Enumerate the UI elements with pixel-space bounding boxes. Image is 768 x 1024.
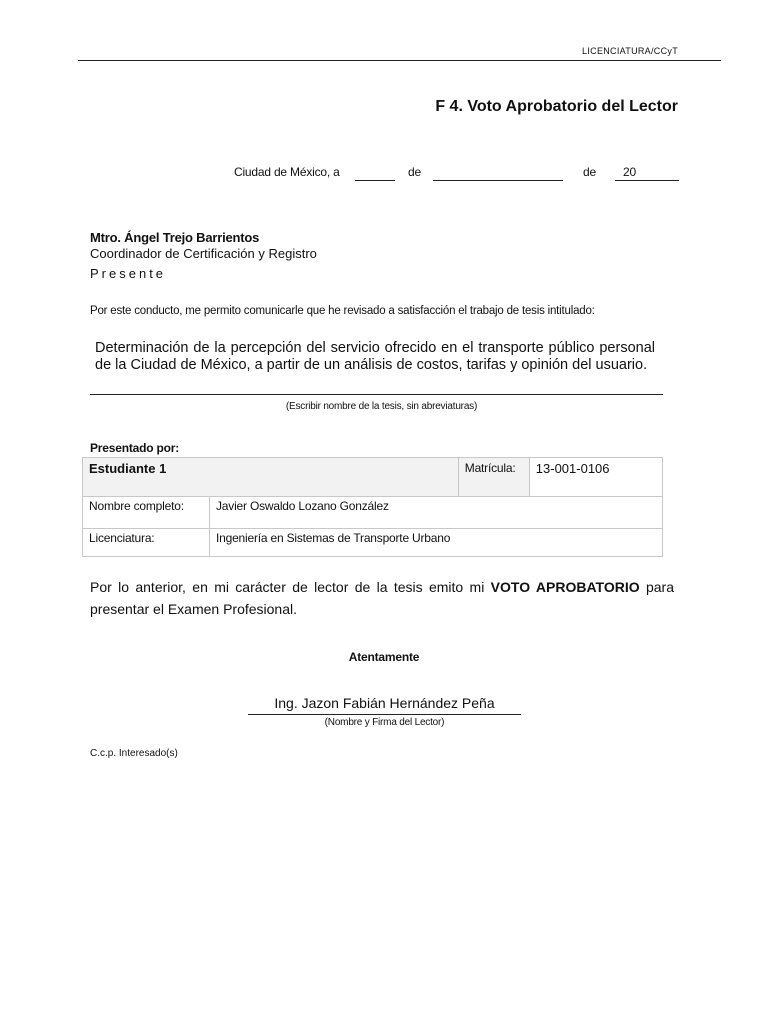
intro-paragraph: Por este conducto, me permito comunicarle que he revisado a satisfacción el trabajo de tesis intitulado: [90,305,595,317]
signer-hint: (Nombre y Firma del Lector) [324,717,445,728]
full-name-value: Javier Oswaldo Lozano González [210,497,663,529]
year-prefix: 20 [623,165,636,179]
matricula-label: Matrícula: [458,458,529,497]
date-prefix: Ciudad de México, a [234,165,340,179]
program-value: Ingeniería en Sistemas de Transporte Urbano [210,529,663,557]
matricula-value: 13-001-0106 [529,458,662,497]
thesis-title: Determinación de la percepción del servicio ofrecido en el transporte público personal de la Ciudad de México, a partir de un análisis de costos, tarifas y opinión del usuario. [95,340,655,373]
header-rule [78,60,721,61]
form-title: F 4. Voto Aprobatorio del Lector [435,98,678,115]
student-table [82,457,663,557]
conclusion-before: Por lo anterior, en mi carácter de lector de la tesis emito mi [90,579,491,595]
date-de-2: de [583,165,596,179]
table-row [83,529,663,557]
signer-name: Ing. Jazon Fabián Hernández Peña [274,695,495,711]
thesis-rule [90,394,663,395]
student-header: Estudiante 1 [83,458,459,497]
conclusion-paragraph [90,576,674,620]
month-blank [433,165,563,181]
program-label: Licenciatura: [83,529,210,557]
thesis-hint: (Escribir nombre de la tesis, sin abreviaturas) [285,401,478,412]
presented-by-label: Presentado por: [90,441,180,455]
closing-regards: Atentamente [348,650,420,664]
conclusion-emphasis: VOTO APROBATORIO [490,579,640,595]
conclusion-after: para presentar el Examen Profesional. [90,579,674,617]
header-code: LICENCIATURA/CCyT [582,46,678,56]
table-row [83,458,663,497]
signature-rule [248,714,521,715]
ccp-note: C.c.p. Interesado(s) [90,748,178,759]
day-blank [355,165,395,181]
addressee-salutation: Presente [90,266,167,281]
addressee-role: Coordinador de Certificación y Registro [90,246,317,261]
date-de-1: de [408,165,421,179]
full-name-label: Nombre completo: [83,497,210,529]
table-row [83,497,663,529]
addressee-name: Mtro. Ángel Trejo Barrientos [90,230,260,245]
